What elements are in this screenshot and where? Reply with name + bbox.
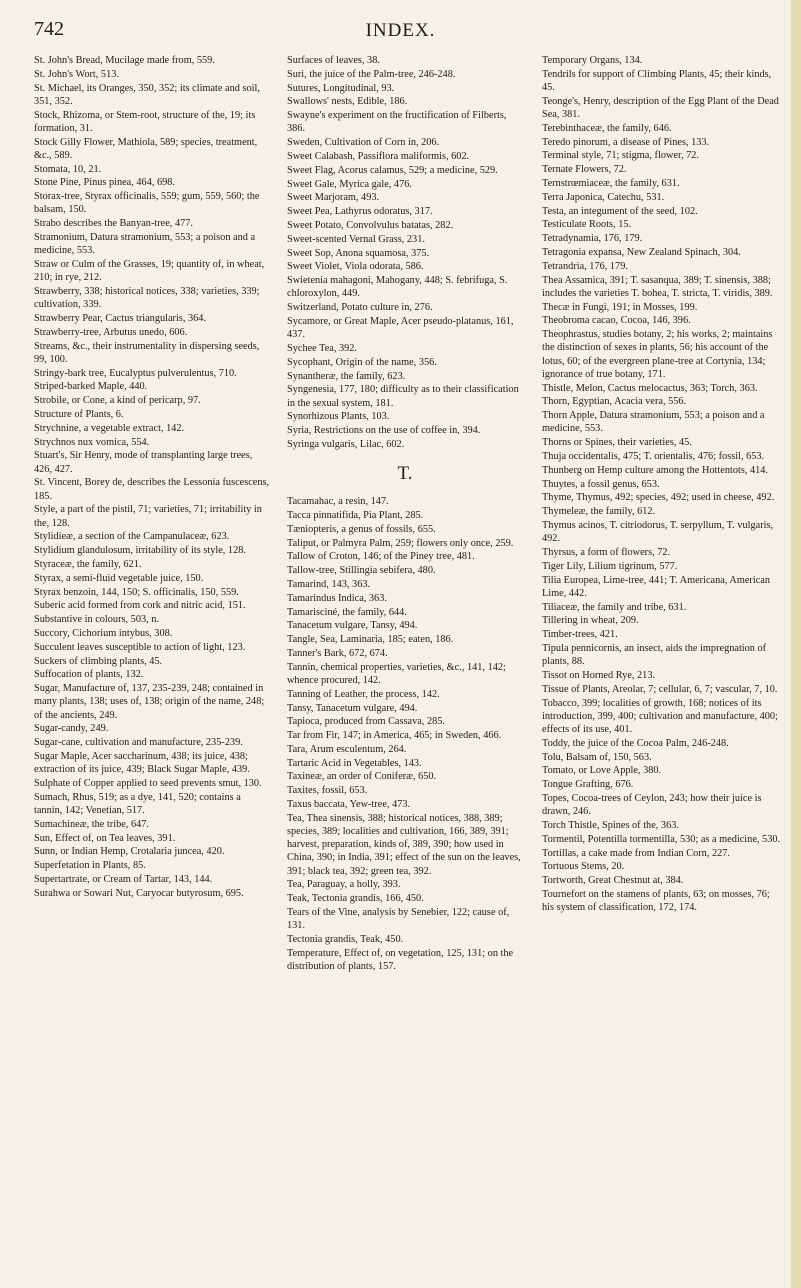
index-entry: Temperature, Effect of, on vegetation, 125, 131; on the distribution of plants, 157. [287, 947, 514, 973]
index-entry: Tetradynamia, 176, 179. [542, 233, 643, 245]
index-entry: Tansy, Tanacetum vulgare, 494. [287, 702, 418, 714]
index-entry: Sweet Sop, Anona squamosa, 375. [287, 247, 430, 259]
index-entry: Terra Japonica, Catechu, 531. [542, 191, 665, 203]
index-entry: Supertartrate, or Cream of Tartar, 143, 144. [34, 873, 213, 885]
index-entry: Swietenia mahagoni, Mahogany, 448; S. febrifuga, S. chloroxylon, 449. [287, 275, 508, 300]
index-entry: Straw or Culm of the Grasses, 19; quantity of, in wheat, 210; in rye, 212. [34, 258, 265, 284]
index-entry: Sugar-cane, cultivation and manufacture, 235-239. [34, 737, 243, 749]
index-entry: Tortillas, a cake made from Indian Corn, 227. [542, 847, 730, 859]
index-entry: Ternstrœmiaceæ, the family, 631. [542, 177, 680, 189]
index-entry: Sycophant, Origin of the name, 356. [287, 356, 437, 368]
index-entry: St. John's Bread, Mucilage made from, 559. [34, 55, 215, 66]
index-entry: Sugar-candy, 249. [34, 723, 109, 735]
index-entry: Tar from Fir, 147; in America, 465; in Sweden, 466. [287, 730, 502, 742]
index-entry: Tannin, chemical properties, varieties, &c., 141, 142; whence procured, 142. [287, 661, 506, 686]
index-entry: Thistle, Melon, Cactus melocactus, 363; Torch, 363. [542, 382, 758, 394]
index-entry: Tobacco, 399; localities of growth, 168; notices of its introduction, 399, 400; cultivation and manufacture, 400; effects of its use, 401. [542, 697, 778, 735]
index-entry: Stylidium glandulosum, irritability of its style, 128. [34, 545, 246, 557]
index-columns [34, 54, 788, 1276]
index-entry: Tacca pinnatifida, Pia Plant, 285. [287, 509, 424, 521]
index-entry: Striped-barked Maple, 440. [34, 381, 148, 393]
index-entry: Taxineæ, an order of Coniferæ, 650. [287, 771, 437, 783]
index-entry: Tacamahac, a resin, 147. [287, 496, 389, 508]
page-title: INDEX. [365, 20, 436, 41]
index-entry: Tendrils for support of Climbing Plants, 45; their kinds, 45. [542, 68, 772, 93]
index-entry: St. Vincent, Borey de, describes the Lessonia fuscescens, 185. [34, 477, 270, 502]
index-entry: Tea, Paraguay, a holly, 393. [287, 879, 401, 891]
index-entry: Toddy, the juice of the Cocoa Palm, 246-248. [542, 737, 729, 749]
index-entry: Sumach, Rhus, 519; as a dye, 141, 520; contains a tannin, 142; Venetian, 517. [34, 791, 241, 816]
index-entry: Taxites, fossil, 653. [287, 785, 368, 797]
index-entry: Tolu, Balsam of, 150, 563. [542, 751, 652, 763]
index-entry: Stringy-bark tree, Eucalyptus pulverulentus, 710. [34, 367, 237, 379]
index-entry: Styrax benzoin, 144, 150; S. officinalis, 150, 559. [34, 586, 239, 598]
index-entry: Thuja occidentalis, 475; T. orientalis, 476; fossil, 653. [542, 450, 765, 462]
index-entry: Tangle, Sea, Laminaria, 185; eaten, 186. [287, 634, 454, 646]
index-entry: Strabo describes the Banyan-tree, 477. [34, 218, 193, 230]
index-entry: Tanning of Leather, the process, 142. [287, 688, 440, 700]
index-entry: Suri, the juice of the Palm-tree, 246-248. [287, 68, 456, 80]
index-entry: Sulphate of Copper applied to seed prevents smut, 130. [34, 777, 262, 789]
index-entry: Surahwa or Sowari Nut, Caryocar butyrosum, 695. [34, 887, 244, 899]
index-entry: Tectonia grandis, Teak, 450. [287, 934, 404, 946]
index-entry: Tomato, or Love Apple, 380. [542, 765, 662, 777]
index-entry: Storax-tree, Styrax officinalis, 559; gum, 559, 560; the balsam, 150. [34, 191, 260, 216]
index-entry: Stock Gilly Flower, Mathiola, 589; species, treatment, &c., 589. [34, 136, 258, 161]
index-entry: Tapioca, produced from Cassava, 285. [287, 716, 445, 728]
index-entry: Tanacetum vulgare, Tansy, 494. [287, 620, 418, 632]
index-entry: Sunn, or Indian Hemp, Crotalaria juncea, 420. [34, 846, 225, 858]
index-entry: Sweet-scented Vernal Grass, 231. [287, 233, 425, 245]
index-entry: Sun, Effect of, on Tea leaves, 391. [34, 832, 176, 844]
index-entry: Sychee Tea, 392. [287, 342, 358, 354]
index-entry: Tilia Europea, Lime-tree, 441; T. Americana, American Lime, 442. [542, 574, 770, 599]
index-entry: Tartaric Acid in Vegetables, 143. [287, 757, 422, 769]
index-entry: Tea, Thea sinensis, 388; historical notices, 388, 389; species, 389; localities and cultivation, 166, 389, 391; harvest, preparation, kinds of, 389, 390; how used in China, 390; in India, 391; effect of the sun on the leaves, 391; black tea, 392; green tea, 392. [287, 812, 521, 877]
index-entry: Tears of the Vine, analysis by Senebier, 122; cause of, 131. [287, 907, 510, 932]
index-entry: St. Michael, its Oranges, 350, 352; its climate and soil, 351, 352. [34, 82, 260, 107]
index-entry: Tissue of Plants, Areolar, 7; cellular, 6, 7; vascular, 7, 10. [542, 683, 778, 695]
index-entry: Syringa vulgaris, Lilac, 602. [287, 438, 405, 450]
index-column-3 [542, 54, 784, 1276]
index-entry: Stramonium, Datura stramonium, 553; a poison and a medicine, 553. [34, 231, 256, 257]
index-entry: Synantheræ, the family, 623. [287, 370, 406, 382]
index-column-2-bottom [287, 495, 523, 973]
index-entry: Thyrsus, a form of flowers, 72. [542, 546, 671, 558]
index-entry: Sweet Flag, Acorus calamus, 529; a medicine, 529. [287, 164, 498, 176]
index-entry: Sugar, Manufacture of, 137, 235-239, 248; contained in many plants, 138; uses of, 138; origin of the name, 248; of the ancients, 249. [34, 683, 265, 721]
index-entry: Succulent leaves susceptible to action of light, 123. [34, 641, 246, 653]
index-entry: Sumachineæ, the tribe, 647. [34, 818, 149, 830]
section-letter-t: T. [397, 463, 413, 485]
index-entry: Styraceæ, the family, 621. [34, 558, 142, 570]
page-header [0, 14, 801, 44]
index-entry: Tournefort on the stamens of plants, 63; on mosses, 76; his system of classification, 172, 174. [542, 888, 770, 914]
index-entry: Sycamore, or Great Maple, Acer pseudo-platanus, 161, 437. [287, 315, 514, 341]
index-entry: Swayne's experiment on the fructification of Filberts, 386. [287, 110, 507, 135]
index-column-2-top [287, 54, 523, 451]
index-entry: Syngenesia, 177, 180; difficulty as to their classification in the sexual system, 181. [287, 384, 519, 409]
index-entry: Thorns or Spines, their varieties, 45. [542, 437, 692, 449]
index-entry: Thorn, Egyptian, Acacia vera, 556. [542, 396, 687, 408]
index-entry: Sweet Gale, Myrica gale, 476. [287, 178, 412, 190]
index-entry: Tongue Grafting, 676. [542, 779, 634, 791]
index-entry: Tillering in wheat, 209. [542, 615, 639, 627]
index-entry: Thyme, Thymus, 492; species, 492; used in cheese, 492. [542, 492, 775, 504]
page-number: 742 [34, 18, 64, 40]
index-entry: Strawberry Pear, Cactus triangularis, 364. [34, 312, 207, 324]
index-entry: Terebinthaceæ, the family, 646. [542, 122, 672, 134]
index-entry: Synorhizous Plants, 103. [287, 411, 390, 423]
index-entry: Tissot on Horned Rye, 213. [542, 669, 656, 681]
index-entry: Tormentil, Potentilla tormentilla, 530; as a medicine, 530. [542, 833, 781, 845]
index-column-2 [287, 54, 523, 1276]
index-entry: Tanner's Bark, 672, 674. [287, 647, 388, 659]
index-entry: Temporary Organs, 134. [542, 55, 643, 66]
index-entry: Substantive in colours, 503, n. [34, 614, 159, 626]
index-entry: Sugar Maple, Acer saccharinum, 438; its juice, 438; extraction of its juice, 439; Black Sugar Maple, 439. [34, 750, 250, 776]
index-entry: Tiger Lily, Lilium tigrinum, 577. [542, 560, 678, 572]
index-entry: Stuart's, Sir Henry, mode of transplanting large trees, 426, 427. [34, 450, 253, 475]
index-entry: Theophrastus, studies botany, 2; his works, 2; maintains the distinction of sexes in plants, 56; his account of the lotus, 60; of the evergreen plane-tree at Cortynia, 134; ignorance of true botany, 171. [542, 329, 773, 380]
index-entry: Tamarisciné, the family, 644. [287, 606, 407, 618]
index-entry: Syria, Restrictions on the use of coffee in, 394. [287, 425, 481, 437]
index-entry: Timber-trees, 421. [542, 629, 618, 641]
index-entry: Ternate Flowers, 72. [542, 164, 627, 176]
index-entry: Thunberg on Hemp culture among the Hottentots, 414. [542, 464, 769, 476]
index-entry: St. John's Wort, 513. [34, 68, 119, 80]
index-entry: Sweet Calabash, Passiflora maliformis, 602. [287, 150, 470, 162]
index-entry: Topes, Cocoa-trees of Ceylon, 243; how their juice is drawn, 246. [542, 792, 762, 818]
index-entry: Tallow-tree, Stillingia sebifera, 480. [287, 565, 436, 577]
index-entry: Strawberry-tree, Arbutus unedo, 606. [34, 326, 188, 338]
index-entry: Surfaces of leaves, 38. [287, 55, 380, 66]
index-entry: Superfetation in Plants, 85. [34, 860, 146, 872]
index-entry: Strawberry, 338; historical notices, 338; varieties, 339; cultivation, 339. [34, 285, 260, 311]
index-entry: Suckers of climbing plants, 45. [34, 655, 163, 667]
index-entry: Stone Pine, Pinus pinea, 464, 698. [34, 177, 176, 189]
index-entry: Stylidieæ, a section of the Campanulaceæ, 623. [34, 531, 230, 543]
index-entry: Succory, Cichorium intybus, 308. [34, 627, 173, 639]
index-entry: Strychnine, a vegetable extract, 142. [34, 422, 185, 434]
index-entry: Tortworth, Great Chestnut at, 384. [542, 875, 684, 887]
index-entry: Structure of Plants, 6. [34, 408, 124, 420]
index-entry: Tamarind, 143, 363. [287, 578, 371, 590]
index-entry: Thea Assamica, 391; T. sasanqua, 389; T. sinensis, 388; includes the varieties T. bohea, T. stricta, T. viridis, 389. [542, 274, 773, 299]
index-entry: Stock, Rhizoma, or Stem-root, structure of the, 19; its formation, 31. [34, 109, 256, 134]
index-entry: Stomata, 10, 21. [34, 163, 102, 175]
index-entry: Tipula pennicornis, an insect, aids the impregnation of plants, 88. [542, 642, 767, 668]
index-entry: Tara, Arum esculentum, 264. [287, 743, 407, 755]
index-entry: Thymeleæ, the family, 612. [542, 506, 656, 518]
index-entry: Sweet Violet, Viola odorata, 586. [287, 261, 424, 273]
index-entry: Tallow of Croton, 146; of the Piney tree, 481. [287, 551, 475, 563]
index-entry: Torch Thistle, Spines of the, 363. [542, 819, 679, 831]
index-entry: Teak, Tectonia grandis, 166, 450. [287, 893, 424, 905]
index-entry: Thymus acinos, T. citriodorus, T. serpyllum, T. vulgaris, 492. [542, 519, 774, 545]
index-entry: Sweden, Cultivation of Corn in, 206. [287, 137, 440, 149]
index-entry: Style, a part of the pistil, 71; varieties, 71; irritability in the, 128. [34, 504, 262, 529]
index-entry: Switzerland, Potato culture in, 276. [287, 302, 433, 314]
index-entry: Testa, an integument of the seed, 102. [542, 205, 698, 217]
index-entry: Sweet Potato, Convolvulus batatas, 282. [287, 219, 454, 231]
index-entry: Styrax, a semi-fluid vegetable juice, 150. [34, 572, 204, 584]
index-entry: Testiculate Roots, 15. [542, 219, 632, 231]
index-entry: Tortuous Stems, 20. [542, 861, 625, 873]
index-entry: Terminal style, 71; stigma, flower, 72. [542, 150, 700, 162]
index-entry: Sutures, Longitudinal, 93. [287, 82, 395, 94]
index-entry: Sweet Marjoram, 493. [287, 192, 380, 204]
index-entry: Swallows' nests, Edible, 186. [287, 96, 408, 108]
index-entry: Thecæ in Fungi, 191; in Mosses, 199. [542, 301, 698, 313]
index-entry: Thorn Apple, Datura stramonium, 553; a poison and a medicine, 553. [542, 410, 765, 435]
index-entry: Tetragonia expansa, New Zealand Spinach, 304. [542, 246, 741, 258]
index-entry: Taxus baccata, Yew-tree, 473. [287, 799, 411, 811]
index-entry: Strychnos nux vomica, 554. [34, 436, 150, 448]
index-entry: Streams, &c., their instrumentality in dispersing seeds, 99, 100. [34, 340, 260, 365]
index-entry: Suffocation of plants, 132. [34, 669, 144, 681]
index-entry: Strobile, or Cone, a kind of pericarp, 97. [34, 395, 201, 407]
index-entry: Taliput, or Palmyra Palm, 259; flowers only once, 259. [287, 537, 514, 549]
page-edge-tint [791, 0, 801, 1288]
index-entry: Tæniopteris, a genus of fossils, 655. [287, 523, 436, 535]
index-entry: Tamarindus Indica, 363. [287, 592, 387, 604]
index-entry: Tiliaceæ, the family and tribe, 631. [542, 601, 687, 613]
index-entry: Theobroma cacao, Cocoa, 146, 396. [542, 315, 691, 327]
index-entry: Thuytes, a fossil genus, 653. [542, 478, 660, 490]
index-entry: Suberic acid formed from cork and nitric acid, 151. [34, 600, 246, 612]
index-entry: Tetrandria, 176, 179. [542, 260, 628, 272]
index-entry: Teonge's, Henry, description of the Egg Plant of the Dead Sea, 381. [542, 95, 779, 120]
index-column-1 [34, 54, 270, 1276]
index-entry: Sweet Pea, Lathyrus odoratus, 317. [287, 206, 433, 218]
index-entry: Teredo pinorum, a disease of Pines, 133. [542, 136, 710, 148]
